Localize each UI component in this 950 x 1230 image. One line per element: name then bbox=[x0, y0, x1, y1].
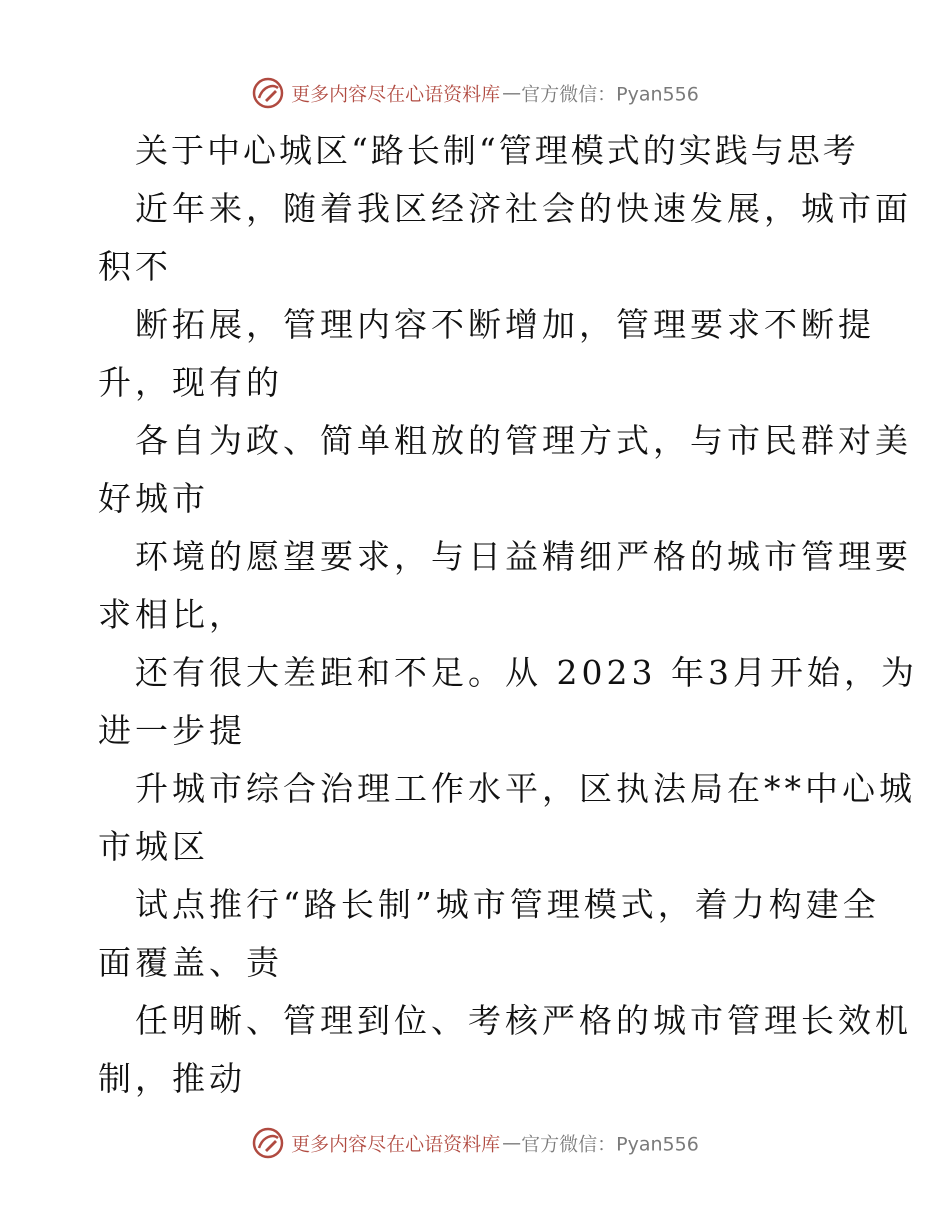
paragraph-line: 制，推动 bbox=[98, 1059, 246, 1098]
document-title: 关于中心城区“路长制“管理模式的实践与思考 bbox=[135, 131, 859, 170]
pen-logo-icon bbox=[251, 1126, 285, 1160]
paragraph-line: 还有很大差距和不足。从 2023 年3月开始，为 bbox=[135, 653, 918, 692]
paragraph-line: 积不 bbox=[98, 247, 172, 286]
paragraph-line: 好城市 bbox=[98, 479, 209, 518]
watermark-wechat: 官方微信：Pyan556 bbox=[521, 83, 699, 106]
paragraph-line: 试点推行“路长制”城市管理模式，着力构建全 bbox=[135, 885, 880, 924]
paragraph-line: 任明晰、管理到位、考核严格的城市管理长效机 bbox=[135, 1001, 912, 1040]
watermark-footer bbox=[0, 1126, 950, 1160]
watermark-text: 更多内容尽在心语资料库 bbox=[291, 83, 501, 106]
paragraph-line: 环境的愿望要求，与日益精细严格的城市管理要 bbox=[135, 537, 912, 576]
paragraph-line: 市城区 bbox=[98, 827, 209, 866]
pen-logo-icon bbox=[251, 76, 285, 110]
paragraph-line: 求相比， bbox=[98, 595, 246, 634]
paragraph-line: 面覆盖、责 bbox=[98, 943, 283, 982]
document-body bbox=[98, 122, 918, 1108]
watermark-header bbox=[0, 76, 950, 110]
paragraph-line: 升，现有的 bbox=[98, 363, 283, 402]
paragraph-line: 进一步提 bbox=[98, 711, 246, 750]
watermark-separator: — bbox=[502, 1132, 522, 1154]
watermark-wechat: 官方微信：Pyan556 bbox=[521, 1133, 699, 1156]
paragraph-line: 断拓展，管理内容不断增加，管理要求不断提 bbox=[135, 305, 875, 344]
paragraph-line: 升城市综合治理工作水平，区执法局在**中心城 bbox=[135, 769, 916, 808]
watermark-text: 更多内容尽在心语资料库 bbox=[291, 1133, 501, 1156]
paragraph-line: 近年来，随着我区经济社会的快速发展，城市面 bbox=[135, 189, 912, 228]
paragraph-line: 各自为政、简单粗放的管理方式，与市民群对美 bbox=[135, 421, 912, 460]
watermark-separator: — bbox=[502, 82, 522, 104]
